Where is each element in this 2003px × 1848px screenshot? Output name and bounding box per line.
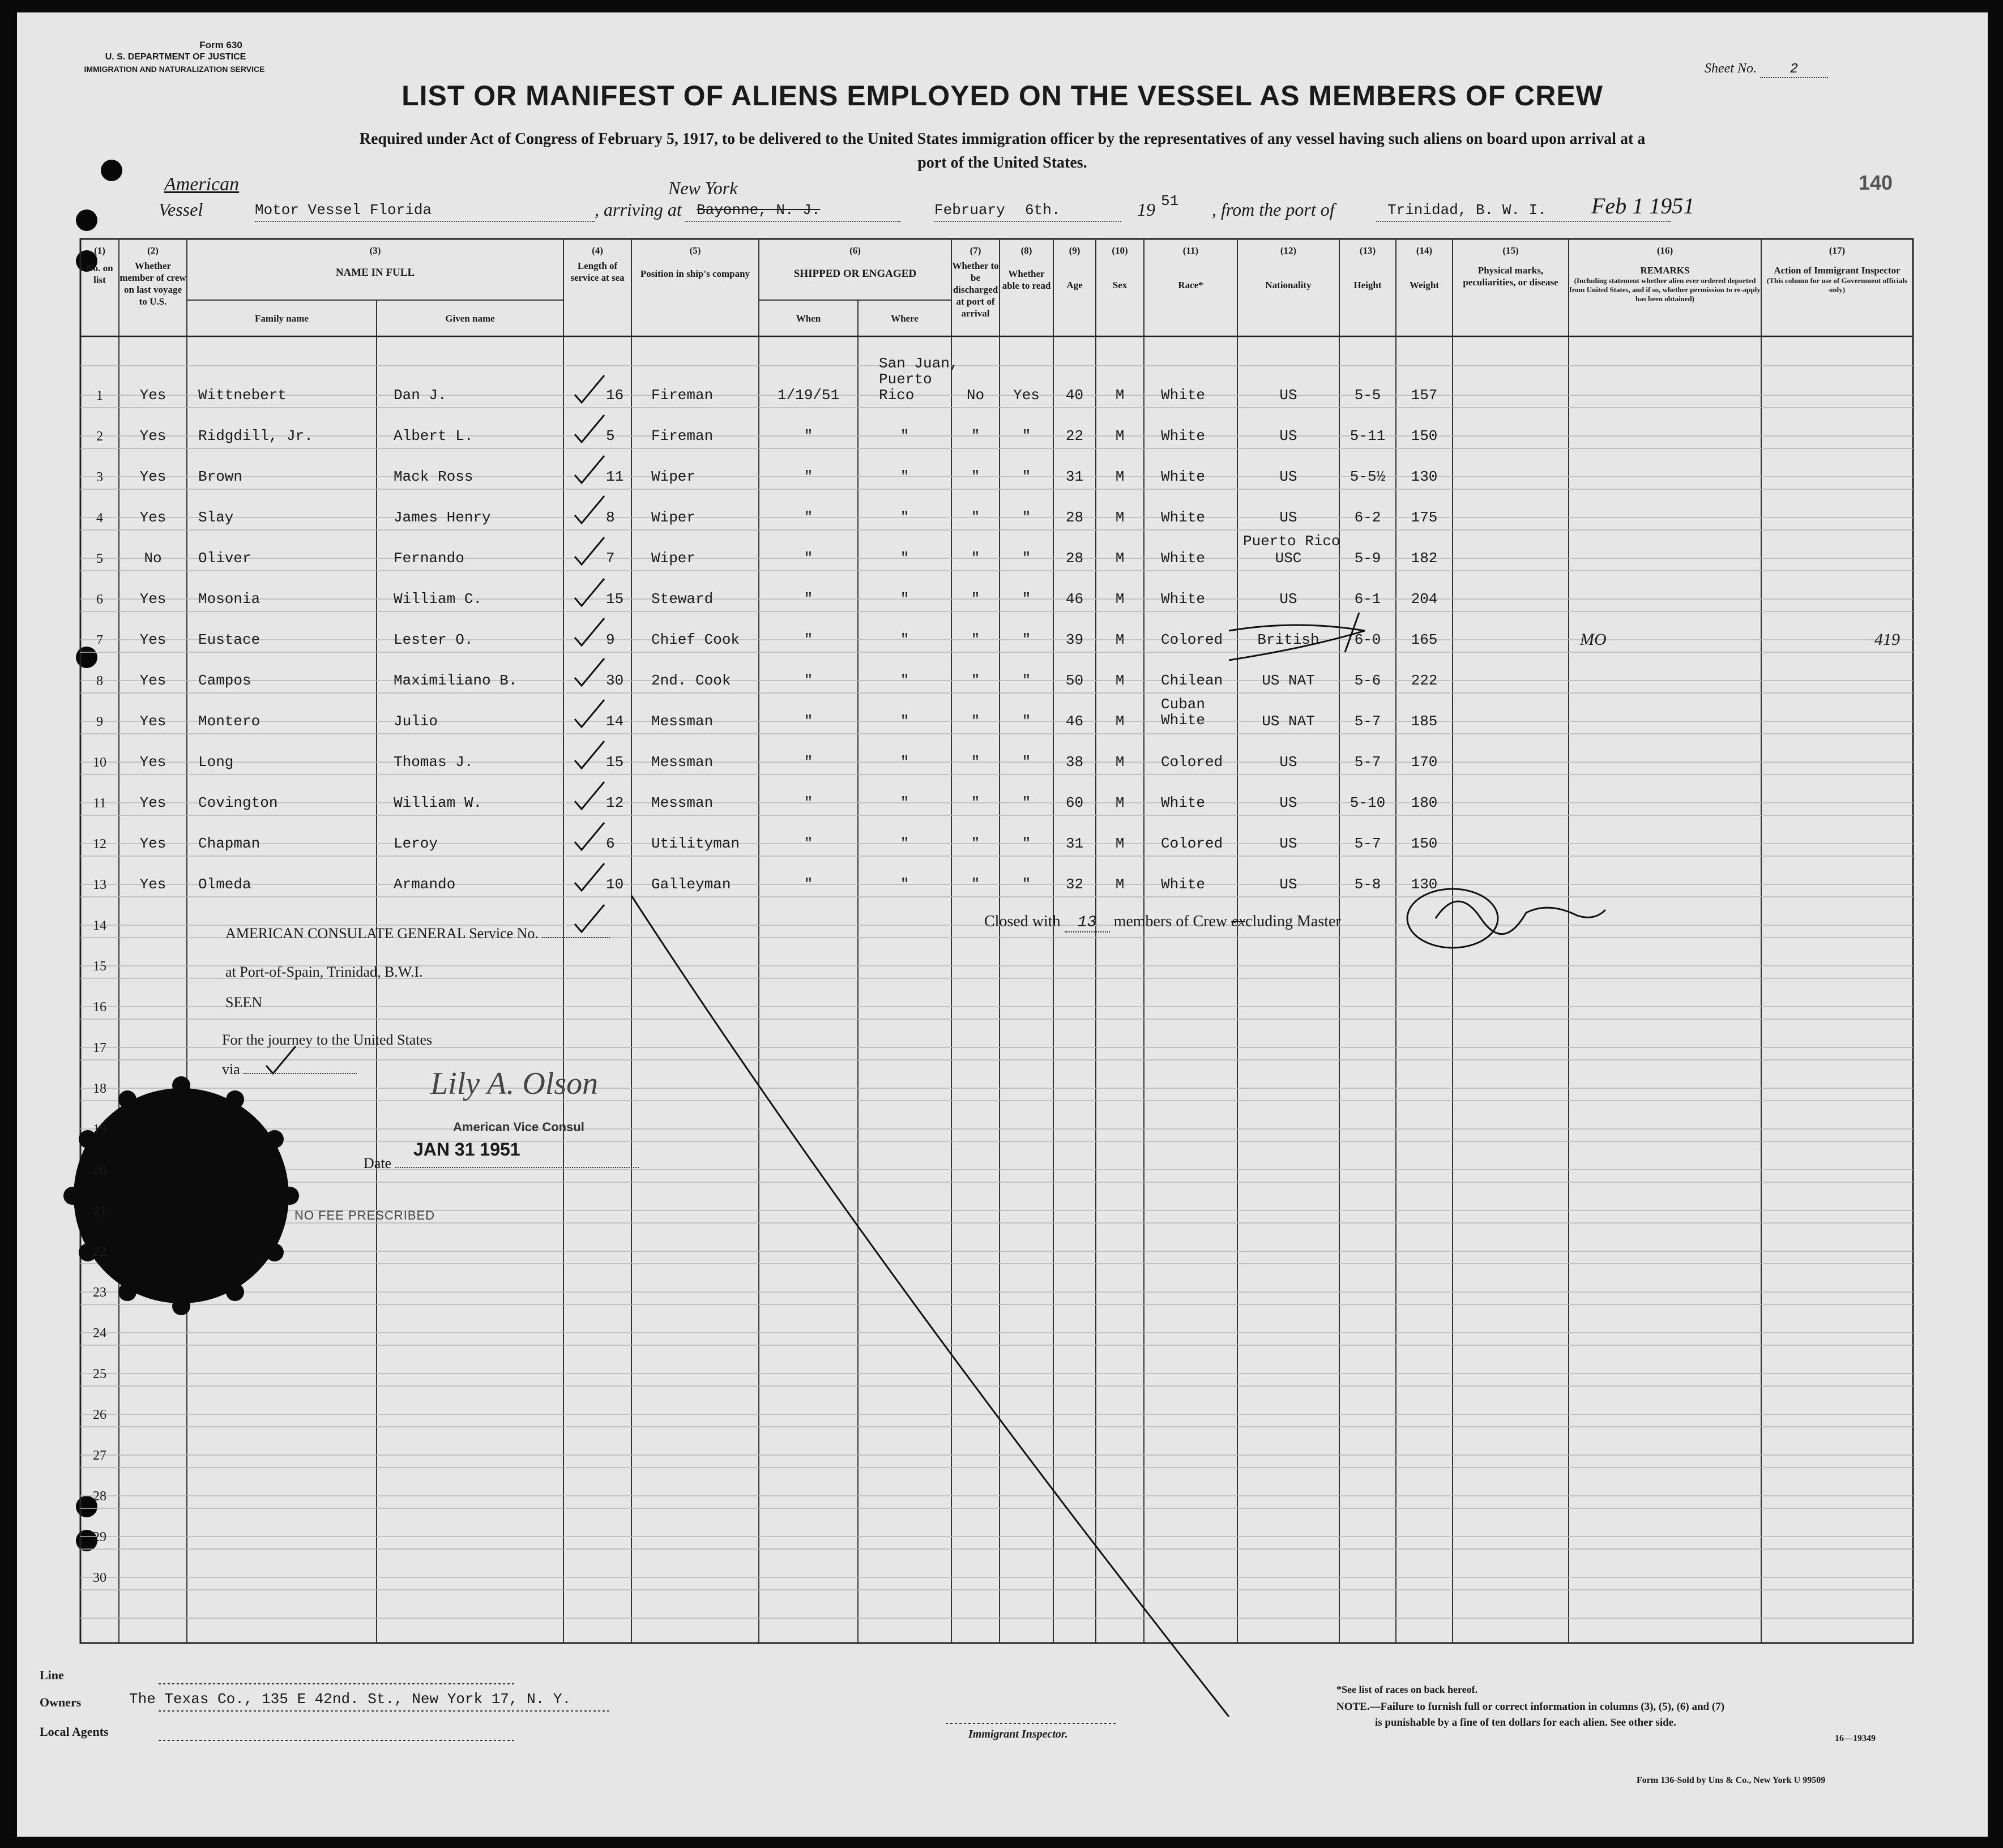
weight: 165 (1411, 631, 1438, 648)
length-of-service: 12 (606, 794, 624, 811)
shipped-where: " (900, 672, 909, 689)
race: Colored (1161, 631, 1223, 648)
age: 46 (1065, 591, 1084, 608)
row-number: 11 (93, 796, 106, 811)
shipped-where: " (900, 591, 909, 608)
sex: M (1115, 754, 1125, 771)
row-number: 17 (93, 1041, 106, 1055)
family-name: Covington (198, 794, 278, 811)
row-number: 10 (93, 755, 106, 770)
member-last-voyage: Yes (139, 427, 166, 444)
family-name: Wittnebert (198, 387, 287, 404)
position: Wiper (651, 550, 696, 567)
position: Chief Cook (651, 631, 740, 648)
shipped-when: " (804, 631, 813, 648)
sex: M (1115, 550, 1125, 567)
length-of-service: 11 (606, 468, 624, 485)
col-17-header: (17) Action of Immigrant Inspector (This column for use of Government officials only) (1766, 245, 1908, 294)
row-number: 30 (93, 1571, 106, 1585)
family-name: Long (198, 754, 234, 771)
shipped-when: " (804, 835, 813, 852)
row-number: 22 (93, 1244, 106, 1259)
subtitle-line-1: Required under Act of Congress of February 5, 1917, to be delivered to the United States immigration officer by the representatives of any vessel having such aliens on board upon arrival at a (359, 130, 1646, 148)
shipped-when: " (804, 794, 813, 811)
sex: M (1115, 468, 1125, 485)
row-number: 1 (96, 388, 103, 403)
inspector-action: 419 (1874, 630, 1900, 649)
shipped-when: " (804, 672, 813, 689)
position: Fireman (651, 387, 714, 404)
col-1-header: (1) No. on list (86, 245, 113, 285)
consular-seal (63, 1076, 299, 1315)
fine-note-1: NOTE.—Failure to furnish full or correct information in columns (3), (5), (6) and (7) (1336, 1701, 1725, 1713)
footer-owners-label: Owners (40, 1695, 82, 1709)
position: Steward (651, 591, 714, 608)
to-be-discharged: " (971, 427, 980, 444)
weight: 180 (1411, 794, 1438, 811)
age: 38 (1065, 754, 1084, 771)
consulate-line-1: AMERICAN CONSULATE GENERAL Service No. (225, 925, 610, 942)
col-11-header: (11) Race* (1178, 245, 1203, 290)
row-number: 19 (93, 1122, 106, 1137)
member-last-voyage: Yes (139, 876, 166, 893)
sex: M (1115, 591, 1125, 608)
age: 31 (1065, 468, 1084, 485)
given-name: Dan J. (394, 387, 447, 404)
consulate-journey: For the journey to the United States (222, 1032, 433, 1048)
position: Messman (651, 754, 714, 771)
sex: M (1115, 835, 1125, 852)
row-number: 2 (96, 429, 103, 444)
to-be-discharged: " (971, 713, 980, 730)
races-note: *See list of races on back hereof. (1336, 1684, 1478, 1695)
age: 50 (1065, 672, 1084, 689)
to-be-discharged: " (971, 468, 980, 485)
height: 5-5½ (1349, 468, 1386, 485)
able-to-read: " (1022, 835, 1031, 852)
arriving-handwritten: New York (668, 178, 738, 198)
length-of-service: 8 (606, 509, 615, 526)
shipped-where: San Juan, Puerto Rico (879, 355, 959, 404)
race: Colored (1161, 835, 1223, 852)
age: 28 (1065, 550, 1084, 567)
weight: 182 (1411, 550, 1438, 567)
able-to-read: " (1022, 672, 1031, 689)
row-number: 18 (93, 1081, 106, 1096)
row-number: 3 (96, 470, 103, 485)
given-name: Fernando (394, 550, 464, 567)
print-code: 16—19349 (1835, 1734, 1876, 1743)
sex: M (1115, 427, 1125, 444)
length-of-service: 6 (606, 835, 615, 852)
age: 39 (1065, 631, 1084, 648)
consul-signature: Lily A. Olson (430, 1066, 599, 1101)
weight: 157 (1411, 387, 1438, 404)
arriving-label: , arriving at (595, 199, 682, 220)
shipped-when: " (804, 713, 813, 730)
col-6-where: Where (891, 313, 919, 324)
height: 5-5 (1354, 387, 1381, 404)
department: U. S. DEPARTMENT OF JUSTICE (105, 52, 246, 62)
length-of-service: 30 (606, 672, 624, 689)
weight: 204 (1411, 591, 1438, 608)
able-to-read: " (1022, 876, 1031, 893)
weight: 130 (1411, 876, 1438, 893)
family-name: Campos (198, 672, 251, 689)
able-to-read: " (1022, 468, 1031, 485)
member-last-voyage: Yes (139, 509, 166, 526)
race: White (1161, 509, 1206, 526)
height: 5-7 (1354, 713, 1381, 730)
to-be-discharged: " (971, 550, 980, 567)
form-number: Form 630 (199, 40, 242, 50)
race: Cuban White (1161, 696, 1206, 729)
col-5-header: (5) Position in ship's company (640, 245, 750, 279)
race: White (1161, 591, 1206, 608)
row-number: 4 (96, 511, 103, 525)
weight: 150 (1411, 427, 1438, 444)
shipped-where: " (900, 550, 909, 567)
race: White (1161, 794, 1206, 811)
to-be-discharged: " (971, 835, 980, 852)
row-number: 6 (96, 592, 103, 607)
height: 6-2 (1354, 509, 1381, 526)
nationality: US (1279, 387, 1297, 404)
race: White (1161, 550, 1206, 567)
sex: M (1115, 631, 1125, 648)
member-last-voyage: Yes (139, 835, 166, 852)
length-of-service: 15 (606, 591, 624, 608)
row-number: 21 (93, 1204, 106, 1218)
consulate-date-stamp: JAN 31 1951 (413, 1139, 520, 1160)
arrival-stamp-handwritten: Feb 1 1951 (1591, 193, 1695, 219)
row-number: 8 (96, 674, 103, 688)
family-name: Mosonia (198, 591, 260, 608)
given-name: William W. (394, 794, 482, 811)
col-14-header: (14) Weight (1410, 245, 1439, 290)
able-to-read: " (1022, 794, 1031, 811)
col-8-header: (8) Whether able to read (1002, 245, 1051, 291)
vessel-name: Motor Vessel Florida (255, 202, 432, 219)
col-3-family-name: Family name (255, 313, 309, 324)
position: Messman (651, 713, 714, 730)
nationality: US (1279, 794, 1297, 811)
height: 5-7 (1354, 835, 1381, 852)
sex: M (1115, 876, 1125, 893)
to-be-discharged: " (971, 591, 980, 608)
able-to-read: " (1022, 550, 1031, 567)
height: 5-7 (1354, 754, 1381, 771)
manifest-sheet (17, 12, 1988, 1837)
race: Chilean (1161, 672, 1223, 689)
to-be-discharged: " (971, 631, 980, 648)
height: 5-8 (1354, 876, 1381, 893)
length-of-service: 7 (606, 550, 615, 567)
fee-stamp: NO FEE PRESCRIBED (294, 1208, 435, 1222)
printer-line: Form 136-Sold by Uns & Co., New York U 99509 (1637, 1776, 1826, 1785)
col-7-header: (7) Whether to be discharged at port of arrival (952, 245, 999, 319)
footer-owners-value: The Texas Co., 135 E 42nd. St., New York 17, N. Y. (129, 1691, 571, 1708)
nationality-note: Puerto Rico (1243, 533, 1340, 550)
to-be-discharged: " (971, 754, 980, 771)
col-16-header: (16) REMARKS (Including statement whether alien ever ordered deported from United States, and if so, whether permission to re-apply has been obtained) (1569, 245, 1761, 303)
year-suffix: 51 (1161, 192, 1179, 209)
shipped-where: " (900, 835, 909, 852)
sex: M (1115, 387, 1125, 404)
sex: M (1115, 713, 1125, 730)
given-name: Leroy (394, 835, 438, 852)
col-13-header: (13) Height (1353, 245, 1382, 290)
age: 28 (1065, 509, 1084, 526)
weight: 150 (1411, 835, 1438, 852)
member-last-voyage: Yes (139, 387, 166, 404)
shipped-when: " (804, 468, 813, 485)
row-number: 24 (93, 1326, 106, 1341)
race: White (1161, 387, 1206, 404)
consulate-date: Date (364, 1155, 639, 1172)
consul-title: American Vice Consul (453, 1120, 584, 1134)
row-number: 14 (93, 918, 106, 933)
sex: M (1115, 509, 1125, 526)
given-name: Julio (394, 713, 438, 730)
row-number: 13 (93, 878, 106, 892)
nationality: US (1279, 835, 1297, 852)
row-number: 26 (93, 1408, 106, 1422)
height: 5-11 (1349, 427, 1386, 444)
member-last-voyage: Yes (139, 468, 166, 485)
weight: 170 (1411, 754, 1438, 771)
to-be-discharged: No (966, 387, 985, 404)
given-name: William C. (394, 591, 482, 608)
col-6-when: When (796, 313, 821, 324)
to-be-discharged: " (971, 794, 980, 811)
race: White (1161, 427, 1206, 444)
family-name: Oliver (198, 550, 251, 567)
family-name: Eustace (198, 631, 260, 648)
row-number: 29 (93, 1530, 106, 1545)
height: 6-1 (1354, 591, 1381, 608)
sheet-number: 2 (1760, 62, 1828, 78)
shipped-where: " (900, 509, 909, 526)
immigrant-inspector-label: Immigrant Inspector. (968, 1728, 1068, 1740)
position: Messman (651, 794, 714, 811)
member-last-voyage: Yes (139, 794, 166, 811)
family-name: Slay (198, 509, 234, 526)
col-9-header: (9) Age (1066, 245, 1083, 290)
arrival-day: 6th. (1025, 202, 1061, 219)
able-to-read: " (1022, 591, 1031, 608)
race: Colored (1161, 754, 1223, 771)
height: 5-10 (1349, 794, 1386, 811)
shipped-when: " (804, 591, 813, 608)
shipped-where: " (900, 468, 909, 485)
row-number: 27 (93, 1448, 106, 1463)
age: 40 (1065, 387, 1084, 404)
nationality: US NAT (1262, 672, 1315, 689)
shipped-when: " (804, 754, 813, 771)
col-2-header: (2) Whether member of crew on last voyage to U.S. (119, 245, 186, 307)
shipped-when: " (804, 550, 813, 567)
service: IMMIGRATION AND NATURALIZATION SERVICE (84, 65, 265, 74)
col-15-header: (15) Physical marks, peculiarities, or disease (1463, 245, 1558, 288)
position: Fireman (651, 427, 714, 444)
shipped-where: " (900, 427, 909, 444)
shipped-when: 1/19/51 (777, 387, 840, 404)
given-name: Armando (394, 876, 456, 893)
family-name: Brown (198, 468, 243, 485)
closing-statement: Closed with 13 members of Crew excluding Master (984, 913, 1341, 931)
page-title: LIST OR MANIFEST OF ALIENS EMPLOYED ON THE VESSEL AS MEMBERS OF CREW (402, 80, 1603, 112)
length-of-service: 9 (606, 631, 615, 648)
row-number: 7 (96, 633, 103, 648)
from-port-label: , from the port of (1212, 199, 1335, 220)
sex: M (1115, 672, 1125, 689)
member-last-voyage: Yes (139, 754, 166, 771)
nationality: US (1279, 509, 1297, 526)
length-of-service: 14 (606, 713, 624, 730)
member-last-voyage: Yes (139, 631, 166, 648)
family-name: Olmeda (198, 876, 251, 893)
weight: 185 (1411, 713, 1438, 730)
weight: 222 (1411, 672, 1438, 689)
shipped-when: " (804, 509, 813, 526)
to-be-discharged: " (971, 876, 980, 893)
able-to-read: " (1022, 631, 1031, 648)
shipped-where: " (900, 754, 909, 771)
length-of-service: 15 (606, 754, 624, 771)
col-12-header: (12) Nationality (1265, 245, 1312, 290)
remarks: MO (1580, 630, 1607, 649)
nationality: US (1279, 876, 1297, 893)
able-to-read: " (1022, 754, 1031, 771)
row-number: 28 (93, 1489, 106, 1504)
given-name: James Henry (394, 509, 491, 526)
age: 46 (1065, 713, 1084, 730)
arriving-struck: Bayonne, N. J. (697, 202, 821, 219)
nationality: US NAT (1262, 713, 1315, 730)
position: 2nd. Cook (651, 672, 731, 689)
given-name: Mack Ross (394, 468, 473, 485)
row-number: 9 (96, 715, 103, 729)
row-number: 16 (93, 1000, 106, 1015)
height: 6-0 (1354, 631, 1381, 648)
footer-agents-label: Local Agents (40, 1725, 109, 1739)
age: 31 (1065, 835, 1084, 852)
shipped-where: " (900, 876, 909, 893)
family-name: Chapman (198, 835, 260, 852)
member-last-voyage: Yes (139, 591, 166, 608)
from-port: Trinidad, B. W. I. (1387, 202, 1547, 219)
length-of-service: 16 (606, 387, 624, 404)
col-3-header: (3) NAME IN FULL (335, 245, 415, 279)
age: 60 (1065, 794, 1084, 811)
shipped-when: " (804, 876, 813, 893)
nationality: US (1279, 427, 1297, 444)
vessel-label: Vessel (159, 199, 203, 220)
page-number: 140 (1859, 171, 1893, 194)
able-to-read: " (1022, 509, 1031, 526)
able-to-read: Yes (1013, 387, 1040, 404)
consulate-seen: SEEN (225, 994, 262, 1011)
nationality: US (1279, 754, 1297, 771)
year-prefix: 19 (1137, 199, 1155, 220)
given-name: Lester O. (394, 631, 473, 648)
closing-count: 13 (1065, 914, 1110, 932)
member-last-voyage: No (144, 550, 162, 567)
weight: 175 (1411, 509, 1438, 526)
col-4-header: (4) Length of service at sea (570, 245, 625, 283)
arrival-month: February (934, 202, 1005, 219)
row-number: 12 (93, 837, 106, 852)
row-number: 20 (93, 1163, 106, 1178)
position: Wiper (651, 468, 696, 485)
footer-line-label: Line (40, 1668, 64, 1682)
row-number: 5 (96, 551, 103, 566)
age: 32 (1065, 876, 1084, 893)
subtitle-line-2: port of the United States. (917, 154, 1087, 172)
sex: M (1115, 794, 1125, 811)
able-to-read: " (1022, 713, 1031, 730)
col-6-header: (6) SHIPPED OR ENGAGED (793, 245, 917, 280)
nationality: British (1257, 631, 1319, 648)
row-number: 15 (93, 959, 106, 974)
given-name: Maximiliano B. (394, 672, 518, 689)
col-3-given-name: Given name (445, 313, 495, 324)
length-of-service: 5 (606, 427, 615, 444)
fine-note-2: is punishable by a fine of ten dollars for each alien. See other side. (1375, 1717, 1676, 1729)
shipped-where: " (900, 631, 909, 648)
race: White (1161, 876, 1206, 893)
row-number: 23 (93, 1285, 106, 1300)
row-number: 25 (93, 1367, 106, 1381)
nationality: US (1279, 591, 1297, 608)
length-of-service: 10 (606, 876, 624, 893)
given-name: Albert L. (394, 427, 473, 444)
able-to-read: " (1022, 427, 1031, 444)
col-10-header: (10) Sex (1112, 245, 1128, 290)
height: 5-6 (1354, 672, 1381, 689)
member-last-voyage: Yes (139, 672, 166, 689)
consulate-via: via (222, 1061, 357, 1078)
to-be-discharged: " (971, 509, 980, 526)
member-last-voyage: Yes (139, 713, 166, 730)
race: White (1161, 468, 1206, 485)
to-be-discharged: " (971, 672, 980, 689)
height: 5-9 (1354, 550, 1381, 567)
shipped-where: " (900, 794, 909, 811)
sheet-label: Sheet No. 2 (1705, 61, 1828, 78)
consulate-line-2: at Port-of-Spain, Trinidad, B.W.I. (225, 964, 423, 980)
shipped-where: " (900, 713, 909, 730)
position: Galleyman (651, 876, 731, 893)
given-name: Thomas J. (394, 754, 473, 771)
age: 22 (1065, 427, 1084, 444)
weight: 130 (1411, 468, 1438, 485)
family-name: Ridgdill, Jr. (198, 427, 313, 444)
family-name: Montero (198, 713, 260, 730)
vessel-nationality-handwritten: American (164, 174, 240, 195)
nationality: USC (1275, 550, 1302, 567)
shipped-when: " (804, 427, 813, 444)
nationality: US (1279, 468, 1297, 485)
position: Utilityman (651, 835, 740, 852)
position: Wiper (651, 509, 696, 526)
